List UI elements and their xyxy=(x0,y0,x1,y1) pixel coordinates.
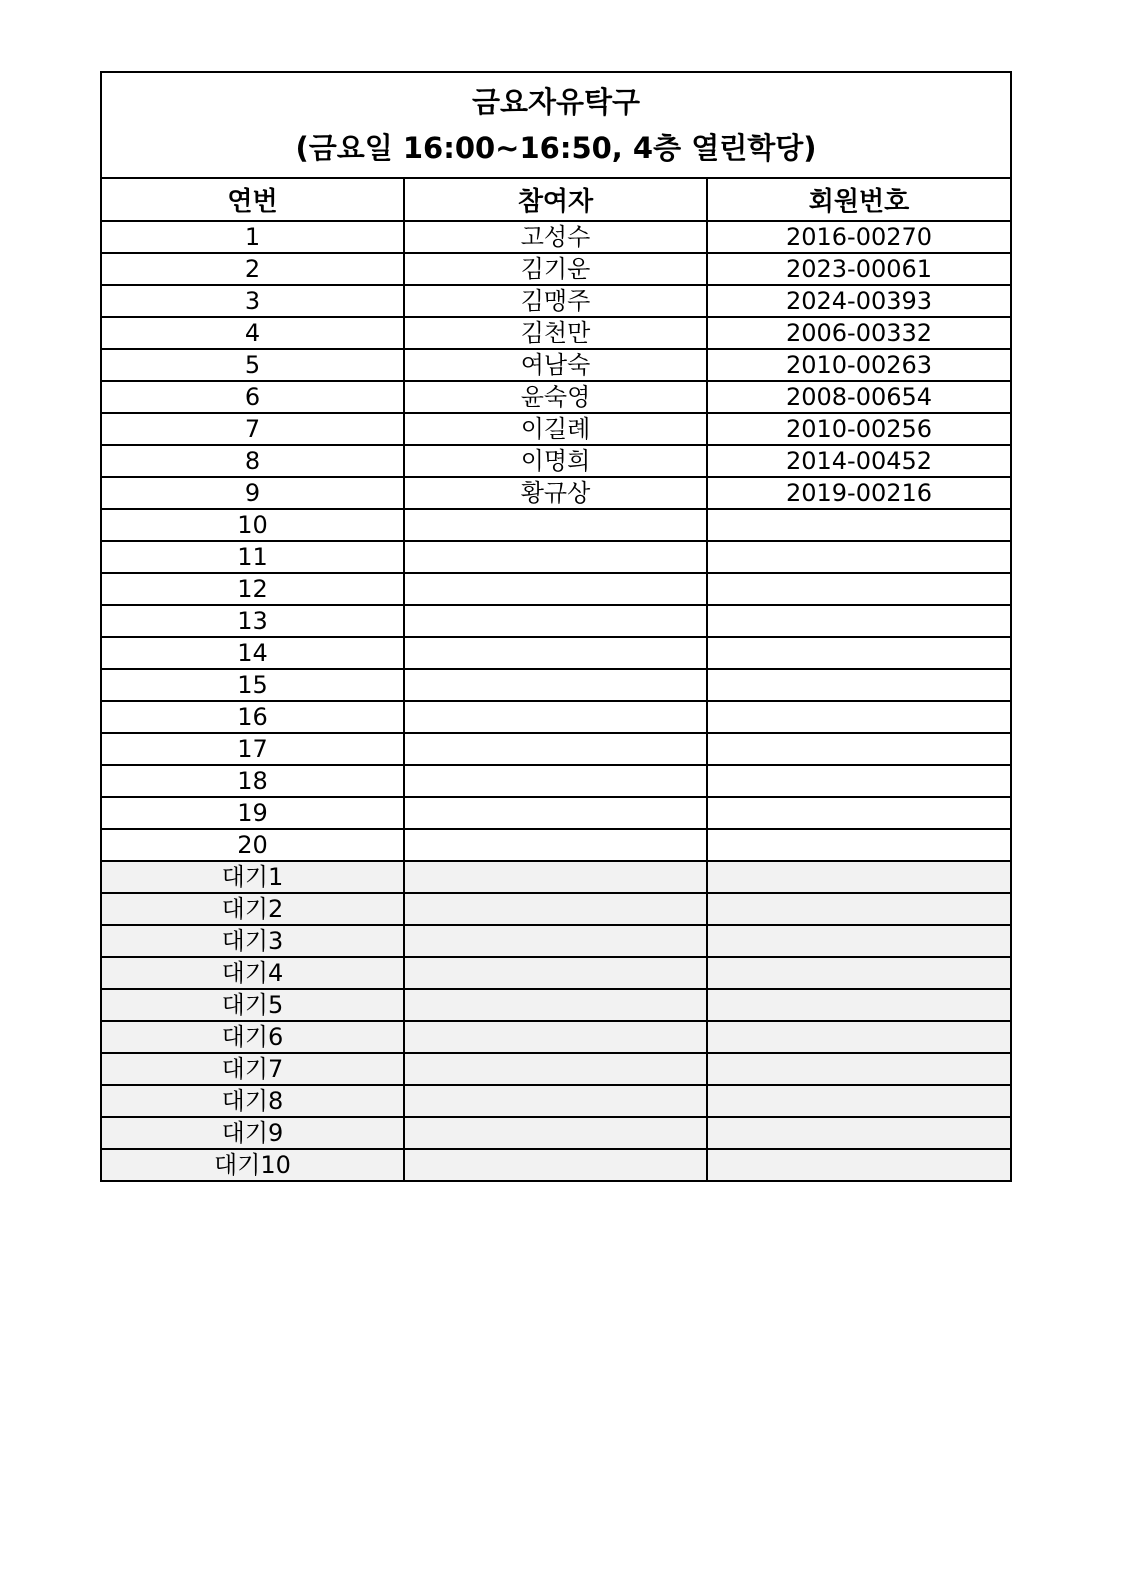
member-id-cell xyxy=(707,1149,1011,1181)
header-member-id: 회원번호 xyxy=(707,178,1011,221)
participant-name-cell xyxy=(404,989,707,1021)
member-id-cell xyxy=(707,1085,1011,1117)
member-id-cell xyxy=(707,605,1011,637)
member-id-cell xyxy=(707,765,1011,797)
member-id-cell xyxy=(707,1117,1011,1149)
member-id-cell xyxy=(707,573,1011,605)
member-id-cell xyxy=(707,669,1011,701)
participant-name-cell xyxy=(404,925,707,957)
row-number-cell: 3 xyxy=(101,285,404,317)
row-number-cell: 대기10 xyxy=(101,1149,404,1181)
row-number-cell: 대기9 xyxy=(101,1117,404,1149)
waitlist-row xyxy=(101,925,1011,957)
participant-name-cell xyxy=(404,1021,707,1053)
row-number-cell: 대기3 xyxy=(101,925,404,957)
member-id-cell: 2019-00216 xyxy=(707,477,1011,509)
title-row xyxy=(101,72,1011,178)
member-id-cell xyxy=(707,1053,1011,1085)
member-id-cell: 2006-00332 xyxy=(707,317,1011,349)
title-cell xyxy=(101,72,1011,178)
table-row xyxy=(101,541,1011,573)
participant-name-cell xyxy=(404,509,707,541)
member-id-cell xyxy=(707,829,1011,861)
row-number-cell: 7 xyxy=(101,413,404,445)
table-row xyxy=(101,285,1011,317)
member-id-cell xyxy=(707,541,1011,573)
member-id-cell: 2016-00270 xyxy=(707,221,1011,253)
waitlist-row xyxy=(101,861,1011,893)
member-id-cell xyxy=(707,1021,1011,1053)
table-row xyxy=(101,701,1011,733)
member-id-cell xyxy=(707,925,1011,957)
row-number-cell: 대기6 xyxy=(101,1021,404,1053)
row-number-cell: 4 xyxy=(101,317,404,349)
participant-name-cell: 윤숙영 xyxy=(404,381,707,413)
table-row xyxy=(101,669,1011,701)
row-number-cell: 10 xyxy=(101,509,404,541)
participant-name-cell xyxy=(404,1053,707,1085)
waitlist-row xyxy=(101,1117,1011,1149)
participant-name-cell: 김맹주 xyxy=(404,285,707,317)
table-row xyxy=(101,605,1011,637)
header-participant: 참여자 xyxy=(404,178,707,221)
row-number-cell: 14 xyxy=(101,637,404,669)
participant-name-cell xyxy=(404,1149,707,1181)
member-id-cell xyxy=(707,893,1011,925)
row-number-cell: 대기2 xyxy=(101,893,404,925)
participant-name-cell xyxy=(404,829,707,861)
table-row xyxy=(101,221,1011,253)
header-row xyxy=(101,178,1011,221)
member-id-cell: 2010-00256 xyxy=(707,413,1011,445)
table-row xyxy=(101,797,1011,829)
participant-name-cell xyxy=(404,541,707,573)
table-row xyxy=(101,733,1011,765)
participant-name-cell: 김천만 xyxy=(404,317,707,349)
row-number-cell: 11 xyxy=(101,541,404,573)
row-number-cell: 6 xyxy=(101,381,404,413)
page-subtitle: (금요일 16:00~16:50, 4층 열린학당) xyxy=(295,131,817,165)
participant-name-cell: 고성수 xyxy=(404,221,707,253)
row-number-cell: 1 xyxy=(101,221,404,253)
row-number-cell: 13 xyxy=(101,605,404,637)
table-row xyxy=(101,509,1011,541)
member-id-cell xyxy=(707,797,1011,829)
table-row xyxy=(101,317,1011,349)
row-number-cell: 대기5 xyxy=(101,989,404,1021)
participant-name-cell xyxy=(404,861,707,893)
row-number-cell: 5 xyxy=(101,349,404,381)
row-number-cell: 16 xyxy=(101,701,404,733)
participant-name-cell xyxy=(404,637,707,669)
member-id-cell xyxy=(707,637,1011,669)
member-id-cell xyxy=(707,733,1011,765)
row-number-cell: 대기1 xyxy=(101,861,404,893)
row-number-cell: 대기8 xyxy=(101,1085,404,1117)
row-number-cell: 2 xyxy=(101,253,404,285)
participant-name-cell xyxy=(404,605,707,637)
participant-name-cell: 황규상 xyxy=(404,477,707,509)
participant-name-cell xyxy=(404,957,707,989)
row-number-cell: 17 xyxy=(101,733,404,765)
table-row xyxy=(101,349,1011,381)
row-number-cell: 12 xyxy=(101,573,404,605)
table-row xyxy=(101,829,1011,861)
row-number-cell: 20 xyxy=(101,829,404,861)
member-id-cell xyxy=(707,957,1011,989)
participant-name-cell: 여남숙 xyxy=(404,349,707,381)
waitlist-row xyxy=(101,1149,1011,1181)
participant-name-cell: 이명희 xyxy=(404,445,707,477)
row-number-cell: 대기7 xyxy=(101,1053,404,1085)
member-id-cell xyxy=(707,509,1011,541)
row-number-cell: 8 xyxy=(101,445,404,477)
row-number-cell: 19 xyxy=(101,797,404,829)
row-number-cell: 18 xyxy=(101,765,404,797)
member-id-cell xyxy=(707,989,1011,1021)
waitlist-row xyxy=(101,957,1011,989)
waitlist-row xyxy=(101,893,1011,925)
row-number-cell: 대기4 xyxy=(101,957,404,989)
row-number-cell: 9 xyxy=(101,477,404,509)
table-row xyxy=(101,381,1011,413)
member-id-cell: 2024-00393 xyxy=(707,285,1011,317)
table-row xyxy=(101,477,1011,509)
waitlist-row xyxy=(101,1021,1011,1053)
member-id-cell: 2023-00061 xyxy=(707,253,1011,285)
participant-name-cell xyxy=(404,797,707,829)
participant-name-cell xyxy=(404,701,707,733)
member-id-cell: 2008-00654 xyxy=(707,381,1011,413)
signup-sheet-table xyxy=(100,71,1012,1182)
table-row xyxy=(101,413,1011,445)
participant-name-cell xyxy=(404,669,707,701)
waitlist-row xyxy=(101,989,1011,1021)
participant-name-cell xyxy=(404,893,707,925)
row-number-cell: 15 xyxy=(101,669,404,701)
table-row xyxy=(101,765,1011,797)
participant-name-cell xyxy=(404,1085,707,1117)
participant-name-cell: 김기운 xyxy=(404,253,707,285)
table-row xyxy=(101,637,1011,669)
member-id-cell: 2014-00452 xyxy=(707,445,1011,477)
waitlist-row xyxy=(101,1085,1011,1117)
table-row xyxy=(101,253,1011,285)
participant-name-cell xyxy=(404,733,707,765)
member-id-cell xyxy=(707,861,1011,893)
participant-name-cell xyxy=(404,573,707,605)
member-id-cell: 2010-00263 xyxy=(707,349,1011,381)
member-id-cell xyxy=(707,701,1011,733)
participant-name-cell xyxy=(404,765,707,797)
page-title: 금요자유탁구 xyxy=(471,85,641,119)
header-number: 연번 xyxy=(101,178,404,221)
participant-name-cell xyxy=(404,1117,707,1149)
table-row xyxy=(101,445,1011,477)
waitlist-row xyxy=(101,1053,1011,1085)
participant-name-cell: 이길례 xyxy=(404,413,707,445)
table-row xyxy=(101,573,1011,605)
